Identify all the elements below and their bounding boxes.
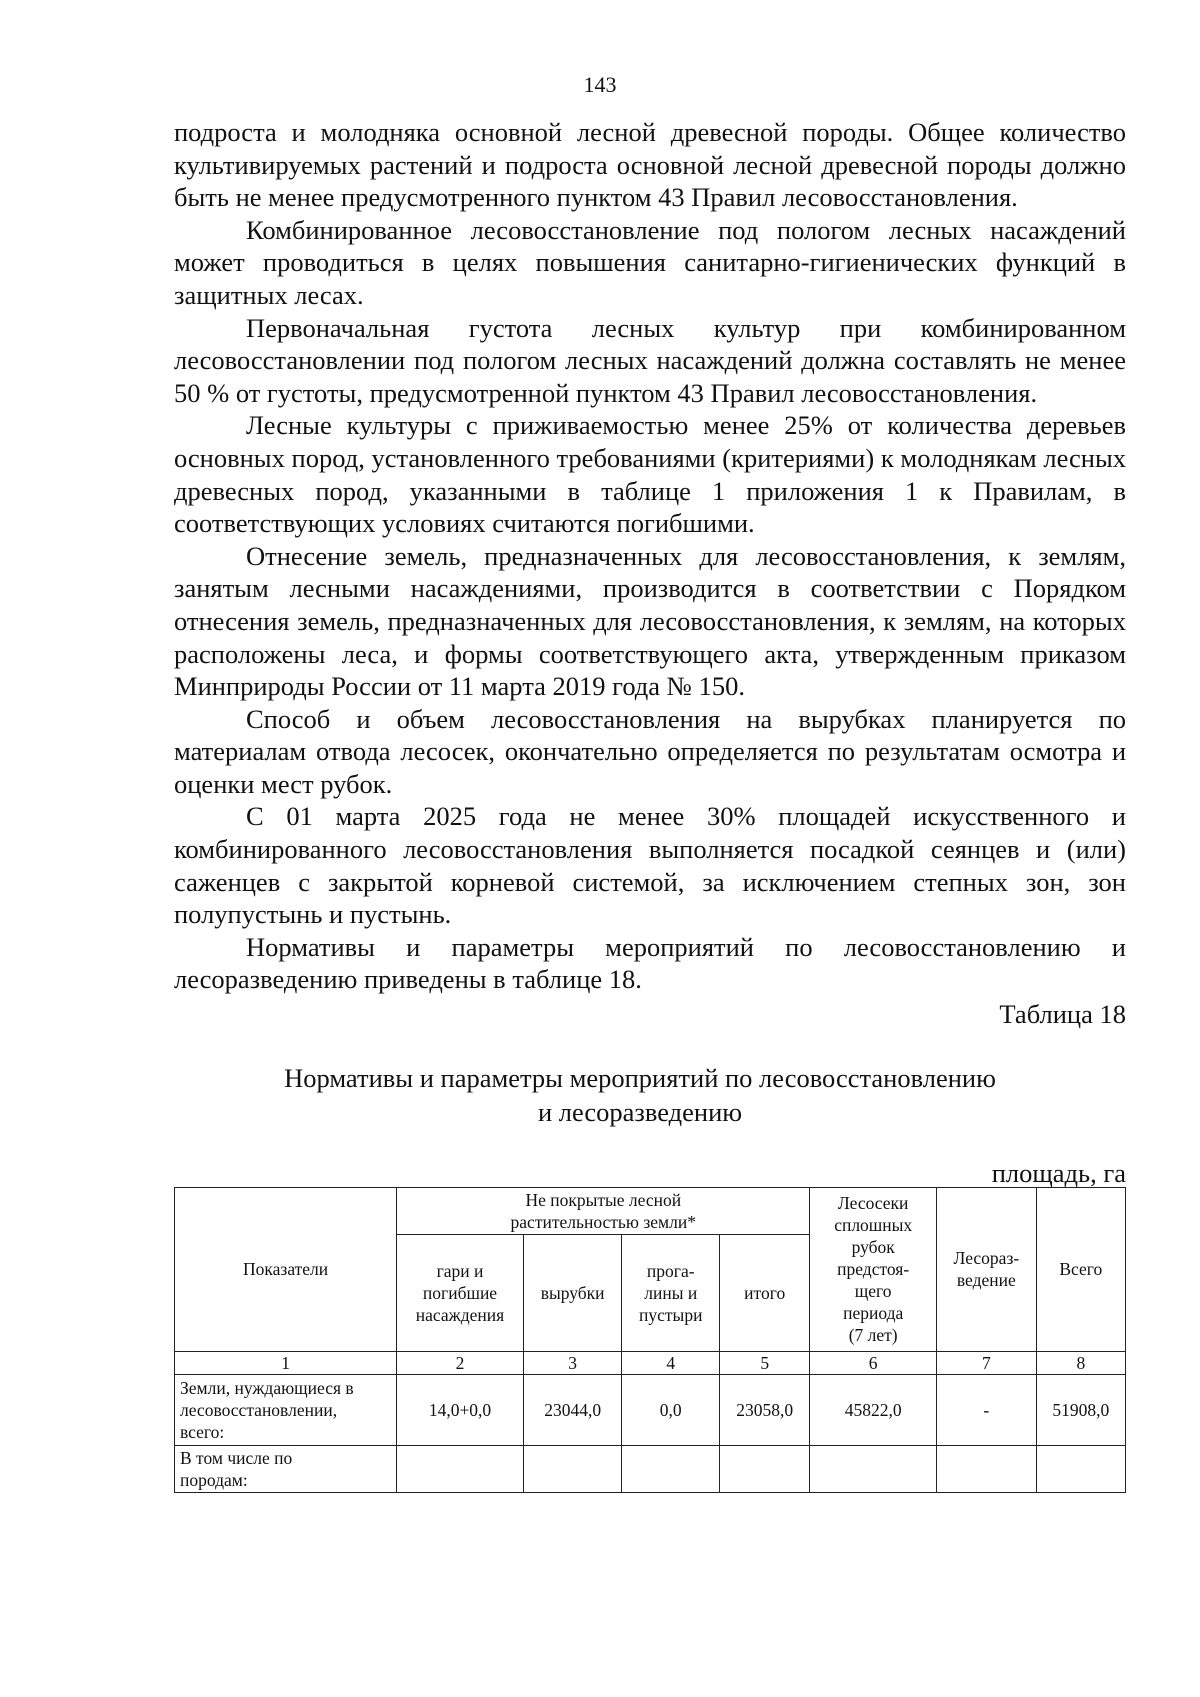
header-line: прога- — [646, 1260, 695, 1281]
header-subtotal: итого — [720, 1234, 810, 1351]
table-title — [174, 1061, 1126, 1129]
header-line: предстоя- — [837, 1259, 910, 1280]
header-afforestation — [937, 1187, 1037, 1351]
paragraph: Комбинированное лесовосстановление под пологом лесных насаждений может проводиться в целях повышения санитарно-гигиенических функций в защитных лесах. — [174, 214, 1126, 310]
paragraph: Нормативы и параметры мероприятий по лесовосстановлению и лесоразведению приведены в таблице 18. — [174, 931, 1126, 995]
column-number: 6 — [810, 1351, 937, 1374]
header-line: Не покрытые лесной — [525, 1189, 682, 1210]
header-line: (7 лет) — [848, 1325, 898, 1346]
header-line: сплошных — [834, 1215, 913, 1236]
row-label-line: породам: — [180, 1469, 248, 1490]
table-cell — [397, 1445, 524, 1492]
header-line: лины и — [644, 1282, 698, 1303]
paragraph: С 01 марта 2025 года не менее 30% площадей искусственного и комбинированного лесовосстановления выполняется посадкой сеянцев и (или) саженцев с закрытой корневой системой, за исключением степных зон, зон полупустынь и пустынь. — [174, 801, 1126, 930]
table-row — [175, 1445, 1126, 1492]
table-cell — [1036, 1445, 1125, 1492]
units-label: площадь, га — [991, 1157, 1126, 1188]
column-number: 4 — [622, 1351, 720, 1374]
table-cell — [937, 1445, 1037, 1492]
table-cell: - — [937, 1374, 1037, 1445]
page-number: 143 — [583, 72, 617, 97]
header-line: Лесосеки — [837, 1193, 909, 1214]
row-label — [175, 1374, 397, 1445]
document-body — [174, 116, 1126, 1493]
column-number: 1 — [175, 1351, 397, 1374]
norms-table — [174, 1187, 1126, 1493]
column-number: 7 — [937, 1351, 1037, 1374]
header-burnt — [397, 1234, 524, 1351]
table-cell: 14,0+0,0 — [397, 1374, 524, 1445]
paragraph: Способ и объем лесовосстановления на вырубках планируется по материалам отвода лесосек, окончательно определяется по результатам осмотра и оценки мест рубок. — [174, 703, 1126, 799]
paragraph: Отнесение земель, предназначенных для лесовосстановления, к землям, занятым лесными насаждениями, производится в соответствии с Порядком отнесения земель, предназначенных для лесовосстановления, к землям, на которых расположены леса, и формы соответствующего акта, утвержденным приказом Минприроды России от 11 марта 2019 года № 150. — [174, 540, 1126, 702]
table-title-line: и лесоразведению — [537, 1096, 743, 1127]
header-line: гари и — [436, 1260, 484, 1281]
header-line: растительностью земли* — [510, 1211, 696, 1232]
column-number: 2 — [397, 1351, 524, 1374]
row-label-line: лесовосстановлении, — [180, 1399, 338, 1420]
header-glades — [622, 1234, 720, 1351]
table-cell — [720, 1445, 810, 1492]
table-cell: 0,0 — [622, 1374, 720, 1445]
table-cell — [622, 1445, 720, 1492]
table-row — [175, 1374, 1126, 1445]
table-title-line: Нормативы и параметры мероприятий по лесовосстановлению — [284, 1062, 996, 1093]
column-number: 3 — [523, 1351, 622, 1374]
table-cell: 45822,0 — [810, 1374, 937, 1445]
table-cell — [523, 1445, 622, 1492]
header-line: ведение — [956, 1270, 1016, 1291]
header-line: щего — [854, 1281, 892, 1302]
header-line: насаждения — [415, 1304, 505, 1325]
header-line: пустыри — [639, 1304, 703, 1325]
paragraph: Лесные культуры с приживаемостью менее 25% от количества деревьев основных пород, установленного требованиями (критериями) к молоднякам лесных древесных пород, указанными в таблице 1 приложения 1 к Правилам, в соответствующих условиях считаются погибшими. — [174, 410, 1126, 539]
header-line: периода — [843, 1303, 904, 1324]
header-line: Лесораз- — [953, 1248, 1020, 1269]
header-clearings: вырубки — [523, 1234, 622, 1351]
table-label: Таблица 18 — [999, 999, 1126, 1030]
row-label — [175, 1445, 397, 1492]
table-cell: 23058,0 — [720, 1374, 810, 1445]
header-cutting-areas — [810, 1187, 937, 1351]
row-label-line: В том числе по — [180, 1447, 293, 1468]
paragraph: подроста и молодняка основной лесной древесной породы. Общее количество культивируемых растений и подроста основной лесной древесной породы должно быть не менее предусмотренного пунктом 43 Правил лесовосстановления. — [174, 117, 1126, 213]
header-unforested-group — [397, 1187, 810, 1234]
row-label-line: всего: — [180, 1421, 225, 1442]
column-number: 8 — [1036, 1351, 1125, 1374]
table-cell: 23044,0 — [523, 1374, 622, 1445]
header-line: рубок — [851, 1237, 895, 1258]
table-cell: 51908,0 — [1036, 1374, 1125, 1445]
paragraph: Первоначальная густота лесных культур при комбинированном лесовосстановлении под пологом лесных насаждений должна составлять не менее 50 % от густоты, предусмотренной пунктом 43 Правил лесовосстановления. — [174, 312, 1126, 408]
header-line: погибшие — [422, 1282, 498, 1303]
table-cell — [810, 1445, 937, 1492]
header-total: Всего — [1036, 1187, 1125, 1351]
column-number: 5 — [720, 1351, 810, 1374]
header-indicators: Показатели — [175, 1187, 397, 1351]
row-label-line: Земли, нуждающиеся в — [180, 1377, 354, 1398]
